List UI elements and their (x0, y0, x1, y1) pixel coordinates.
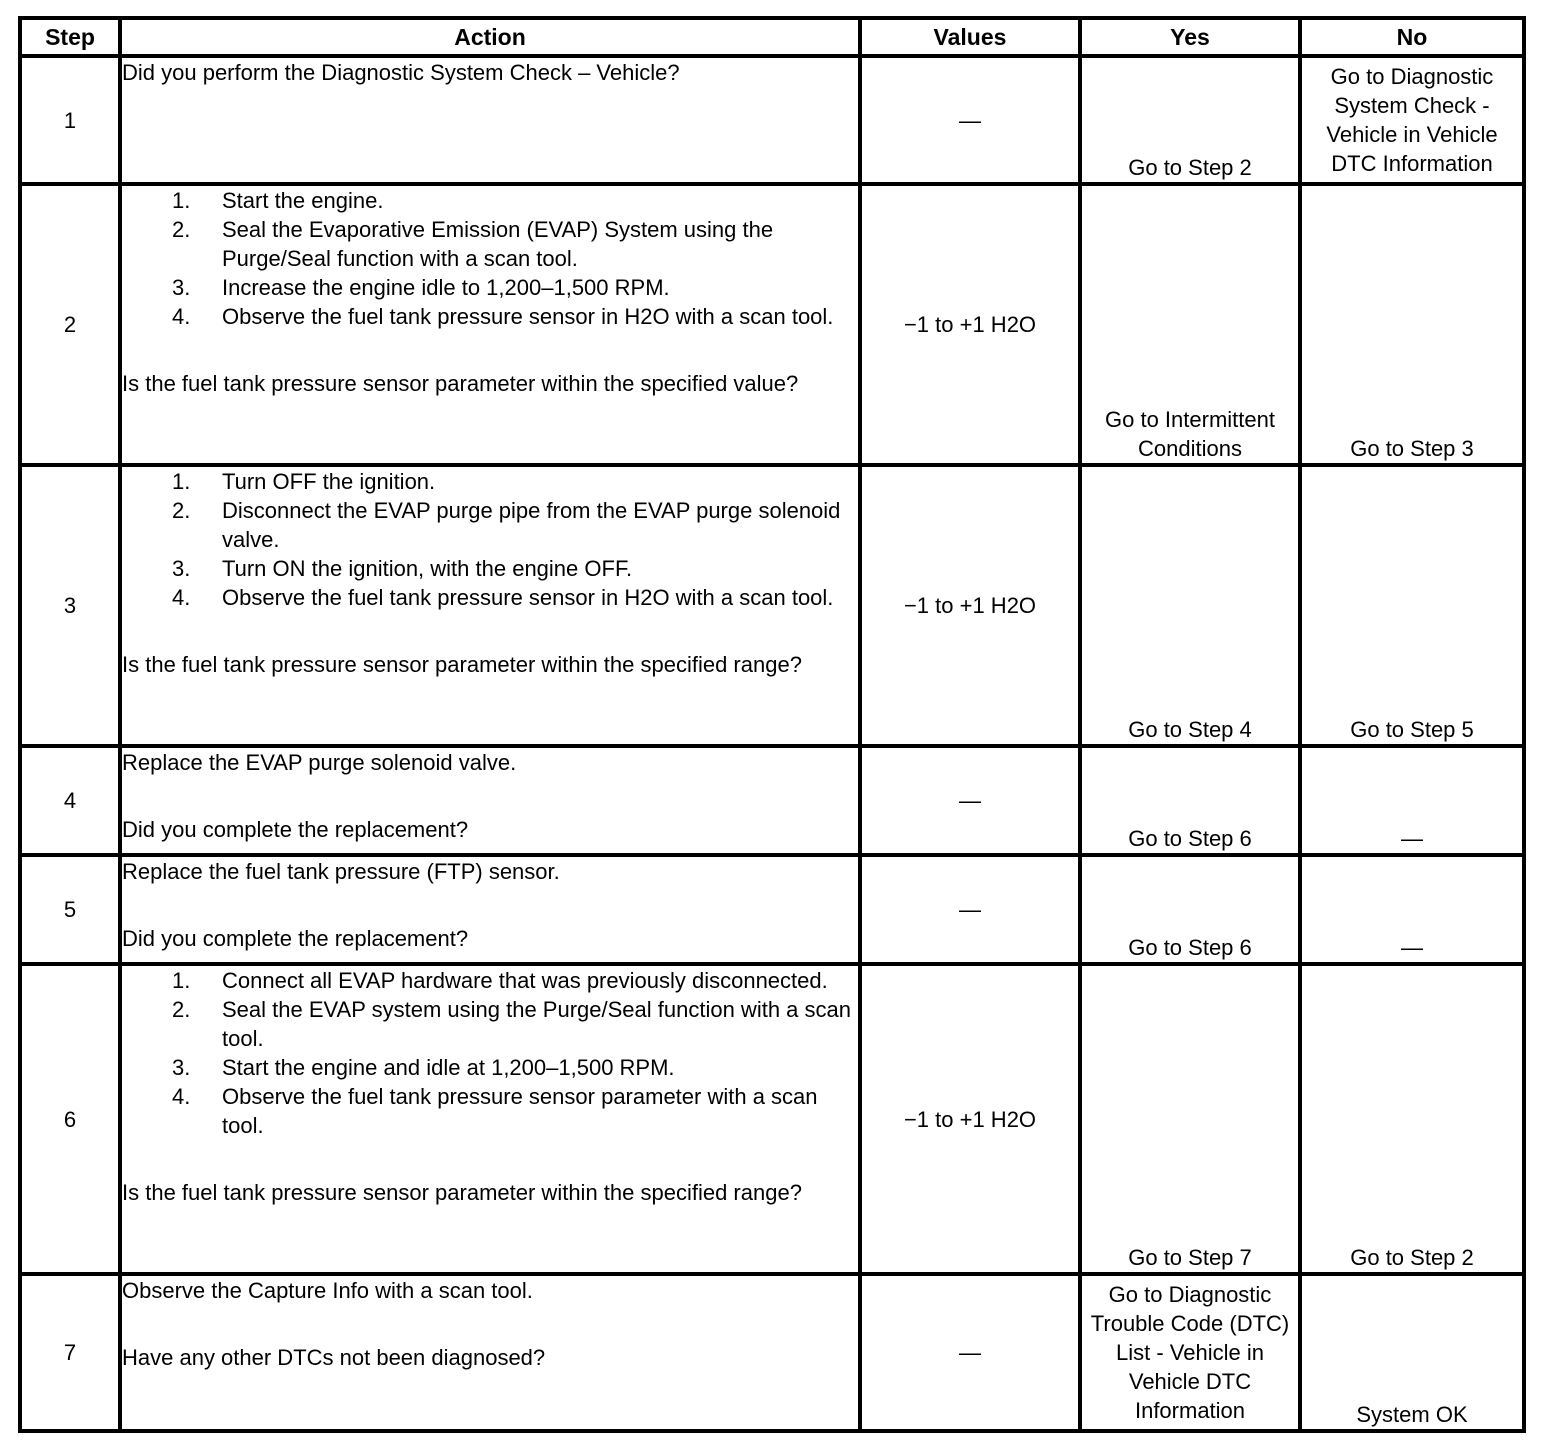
procedure-item (122, 215, 858, 273)
action-cell (120, 855, 860, 964)
question-text: Have any other DTCs not been diagnosed? (122, 1345, 546, 1370)
item-text: Seal the Evaporative Emission (EVAP) System using the Purge/Seal function with a scan tool. (222, 217, 774, 271)
values-cell: — (860, 855, 1080, 964)
item-number: 3. (172, 275, 191, 300)
procedure-item (122, 583, 858, 612)
no-cell: System OK (1300, 1274, 1524, 1431)
step-number: 5 (20, 855, 120, 964)
no-cell: Go to Step 5 (1300, 465, 1524, 746)
table-row (20, 56, 1524, 184)
table-row (20, 465, 1524, 746)
yes-cell: Go to Step 7 (1080, 964, 1300, 1274)
item-number: 3. (172, 556, 191, 581)
item-number: 1. (172, 188, 191, 213)
action-cell (120, 1274, 860, 1431)
step-number: 4 (20, 746, 120, 855)
table-row (20, 964, 1524, 1274)
procedure-item (122, 995, 858, 1053)
action-cell (120, 465, 860, 746)
procedure-item (122, 496, 858, 554)
procedure-item (122, 554, 858, 583)
step-number: 7 (20, 1274, 120, 1431)
header-yes: Yes (1080, 18, 1300, 56)
question-text: Is the fuel tank pressure sensor parameter within the specified range? (122, 1180, 802, 1205)
no-cell: Go to Diagnostic System Check - Vehicle in Vehicle DTC Information (1300, 56, 1524, 184)
action-text: Observe the Capture Info with a scan tool. (122, 1278, 533, 1303)
values-cell: — (860, 746, 1080, 855)
item-text: Disconnect the EVAP purge pipe from the EVAP purge solenoid valve. (222, 498, 841, 552)
item-text: Observe the fuel tank pressure sensor in H2O with a scan tool. (222, 304, 834, 329)
step-number: 2 (20, 184, 120, 465)
values-cell: −1 to +1 H2O (860, 465, 1080, 746)
procedure-item (122, 1082, 858, 1140)
header-step: Step (20, 18, 120, 56)
item-text: Turn ON the ignition, with the engine OFF. (222, 556, 633, 581)
table-row (20, 855, 1524, 964)
procedure-item (122, 273, 858, 302)
values-cell: — (860, 1274, 1080, 1431)
item-text: Start the engine. (222, 188, 384, 213)
item-number: 2. (172, 498, 191, 523)
procedure-list (122, 186, 858, 331)
no-cell: — (1300, 855, 1524, 964)
item-number: 3. (172, 1055, 191, 1080)
yes-cell: Go to Step 6 (1080, 855, 1300, 964)
yes-cell: Go to Step 6 (1080, 746, 1300, 855)
no-cell: Go to Step 3 (1300, 184, 1524, 465)
procedure-item (122, 186, 858, 215)
item-number: 1. (172, 469, 191, 494)
action-text: Replace the EVAP purge solenoid valve. (122, 750, 517, 775)
yes-cell: Go to Step 2 (1080, 56, 1300, 184)
item-number: 2. (172, 997, 191, 1022)
item-text: Observe the fuel tank pressure sensor in H2O with a scan tool. (222, 585, 834, 610)
question-text: Is the fuel tank pressure sensor parameter within the specified value? (122, 371, 799, 396)
procedure-item (122, 966, 858, 995)
item-number: 1. (172, 968, 191, 993)
values-cell: −1 to +1 H2O (860, 964, 1080, 1274)
procedure-list (122, 467, 858, 612)
action-cell (120, 184, 860, 465)
procedure-list (122, 966, 858, 1140)
values-cell: −1 to +1 H2O (860, 184, 1080, 465)
procedure-item (122, 302, 858, 331)
yes-cell: Go to Step 4 (1080, 465, 1300, 746)
diagnostic-table (18, 16, 1526, 1433)
yes-cell: Go to Intermittent Conditions (1080, 184, 1300, 465)
item-number: 4. (172, 1084, 191, 1109)
question-text: Did you complete the replacement? (122, 817, 469, 842)
item-number: 4. (172, 585, 191, 610)
item-text: Seal the EVAP system using the Purge/Seal function with a scan tool. (222, 997, 851, 1051)
action-cell (120, 964, 860, 1274)
step-number: 3 (20, 465, 120, 746)
action-cell (120, 746, 860, 855)
item-text: Start the engine and idle at 1,200–1,500 RPM. (222, 1055, 675, 1080)
action-cell (120, 56, 860, 184)
question-text: Is the fuel tank pressure sensor parameter within the specified range? (122, 652, 802, 677)
yes-cell: Go to Diagnostic Trouble Code (DTC) List - Vehicle in Vehicle DTC Information (1080, 1274, 1300, 1431)
header-row (20, 18, 1524, 56)
header-no: No (1300, 18, 1524, 56)
table-row (20, 1274, 1524, 1431)
item-text: Turn OFF the ignition. (222, 469, 436, 494)
item-text: Increase the engine idle to 1,200–1,500 RPM. (222, 275, 670, 300)
table-row (20, 184, 1524, 465)
no-cell: — (1300, 746, 1524, 855)
step-number: 1 (20, 56, 120, 184)
step-number: 6 (20, 964, 120, 1274)
procedure-item (122, 467, 858, 496)
item-number: 4. (172, 304, 191, 329)
action-text: Did you perform the Diagnostic System Check – Vehicle? (122, 60, 680, 85)
no-cell: Go to Step 2 (1300, 964, 1524, 1274)
item-text: Connect all EVAP hardware that was previously disconnected. (222, 968, 828, 993)
table-row (20, 746, 1524, 855)
item-number: 2. (172, 217, 191, 242)
action-text: Replace the fuel tank pressure (FTP) sensor. (122, 859, 560, 884)
values-cell: — (860, 56, 1080, 184)
item-text: Observe the fuel tank pressure sensor parameter with a scan tool. (222, 1084, 818, 1138)
header-action: Action (120, 18, 860, 56)
procedure-item (122, 1053, 858, 1082)
question-text: Did you complete the replacement? (122, 926, 469, 951)
header-values: Values (860, 18, 1080, 56)
